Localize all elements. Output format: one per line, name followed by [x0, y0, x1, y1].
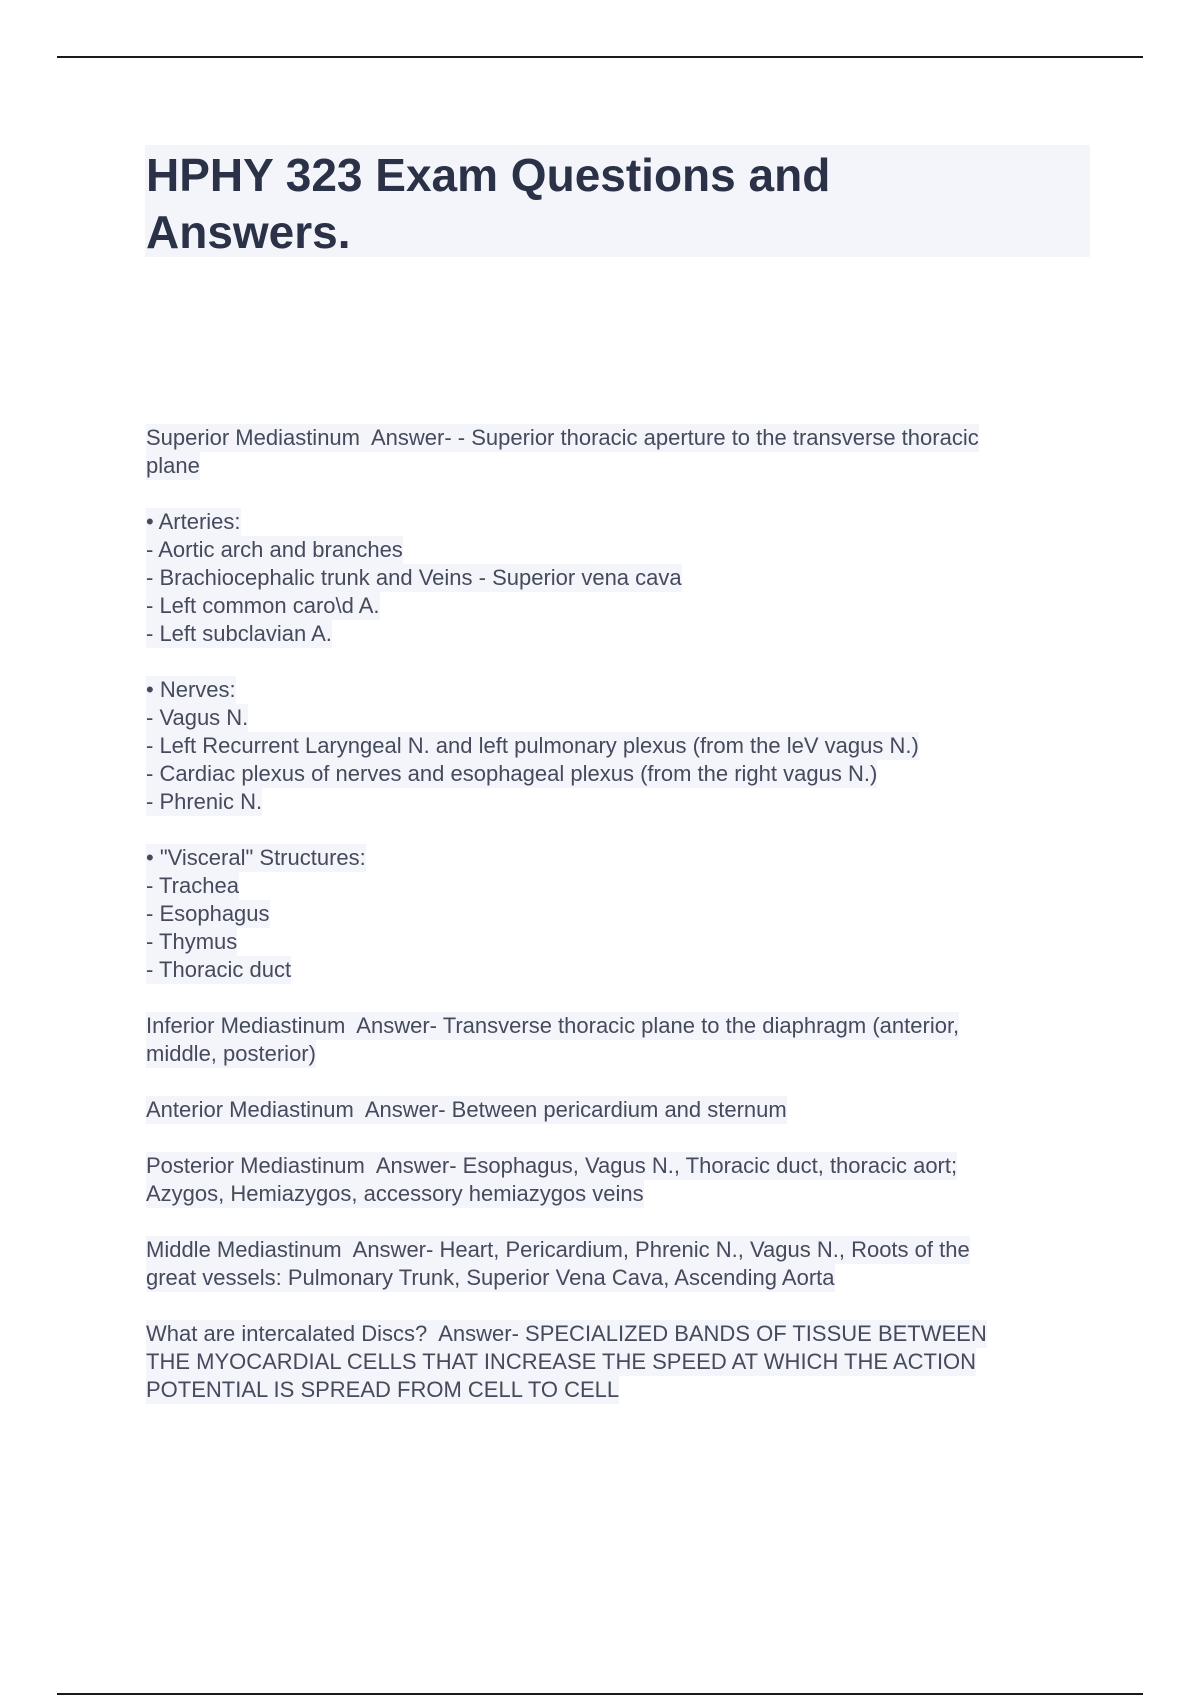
qa-block-anterior-mediastinum [146, 1096, 1086, 1124]
top-rule [57, 56, 1143, 58]
text-line: - Trachea [146, 873, 239, 898]
qa-block-posterior-mediastinum [146, 1152, 1086, 1208]
qa-block-arteries [146, 508, 1086, 648]
text-line: - Esophagus [146, 901, 270, 926]
bottom-rule [57, 1693, 1143, 1695]
qa-block-visceral-structures [146, 844, 1086, 984]
text-line: Superior Mediastinum Answer- - Superior thoracic aperture to the transverse thoracic [146, 425, 979, 450]
qa-block-intercalated-discs [146, 1320, 1086, 1404]
text-line: - Aortic arch and branches [146, 537, 403, 562]
text-line: plane [146, 453, 200, 478]
text-line: - Thymus [146, 929, 238, 954]
text-line: - Thoracic duct [146, 957, 292, 982]
text-line: POTENTIAL IS SPREAD FROM CELL TO CELL [146, 1377, 620, 1402]
text-line: - Left Recurrent Laryngeal N. and left pulmonary plexus (from the leV vagus N.) [146, 733, 919, 758]
qa-block-nerves [146, 676, 1086, 816]
text-line: - Left common caro\d A. [146, 593, 380, 618]
text-line: • Arteries: [146, 509, 241, 534]
text-line: great vessels: Pulmonary Trunk, Superior Vena Cava, Ascending Aorta [146, 1265, 835, 1290]
text-line: • "Visceral" Structures: [146, 845, 366, 870]
text-line: - Brachiocephalic trunk and Veins - Superior vena cava [146, 565, 682, 590]
text-line: Inferior Mediastinum Answer- Transverse thoracic plane to the diaphragm (anterior, [146, 1013, 960, 1038]
text-line: Anterior Mediastinum Answer- Between pericardium and sternum [146, 1097, 787, 1122]
text-line: Posterior Mediastinum Answer- Esophagus, Vagus N., Thoracic duct, thoracic aort; [146, 1153, 958, 1178]
document-title: HPHY 323 Exam Questions and Answers. [146, 149, 831, 258]
text-line: - Left subclavian A. [146, 621, 332, 646]
qa-block-middle-mediastinum [146, 1236, 1086, 1292]
text-line: Middle Mediastinum Answer- Heart, Pericardium, Phrenic N., Vagus N., Roots of the [146, 1237, 970, 1262]
text-line: Azygos, Hemiazygos, accessory hemiazygos veins [146, 1181, 644, 1206]
text-line: - Vagus N. [146, 705, 249, 730]
qa-content [146, 424, 1086, 1432]
text-line: middle, posterior) [146, 1041, 316, 1066]
text-line: • Nerves: [146, 677, 236, 702]
text-line: What are intercalated Discs? Answer- SPECIALIZED BANDS OF TISSUE BETWEEN [146, 1321, 987, 1346]
qa-block-inferior-mediastinum [146, 1012, 1086, 1068]
text-line: THE MYOCARDIAL CELLS THAT INCREASE THE SPEED AT WHICH THE ACTION [146, 1349, 977, 1374]
qa-block-superior-mediastinum [146, 424, 1086, 480]
text-line: - Phrenic N. [146, 789, 263, 814]
text-line: - Cardiac plexus of nerves and esophageal plexus (from the right vagus N.) [146, 761, 878, 786]
